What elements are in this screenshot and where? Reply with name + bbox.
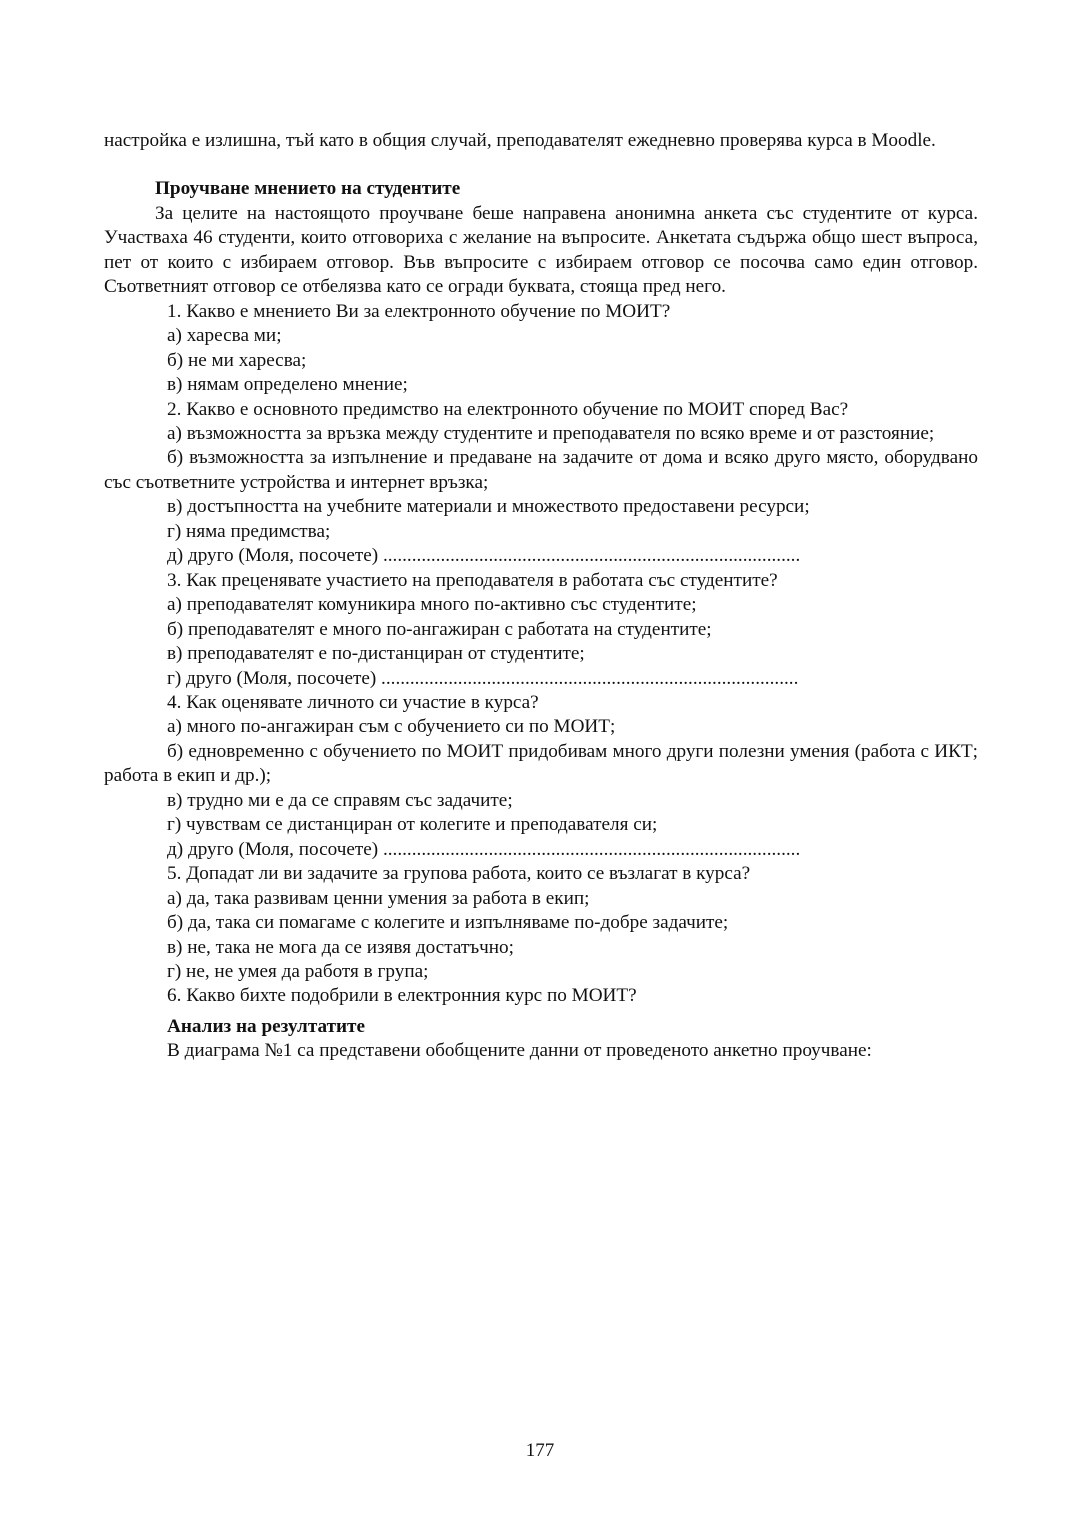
question: 1. Какво е мнението Ви за електронното обучение по МОИТ?: [167, 300, 671, 322]
answer-option: а) харесва ми;: [167, 325, 282, 347]
question: 2. Какво е основното предимство на електронното обучение по МОИТ според Вас?: [167, 398, 849, 420]
answer-option: в) нямам определено мнение;: [167, 374, 408, 396]
answer-option: д) друго (Моля, посочете) .......................................................................................: [167, 838, 801, 860]
answer-option: б) да, така си помагаме с колегите и изпълняваме по-добре задачите;: [167, 912, 729, 934]
questionnaire: [104, 300, 978, 1009]
section-heading: Проучване мнението на студентите: [155, 178, 461, 200]
answer-option: б) преподавателят е много по-ангажиран с работата на студентите;: [167, 618, 712, 640]
answer-option: б) не ми харесва;: [167, 349, 307, 371]
question: 6. Какво бихте подобрили в електронния курс по МОИТ?: [167, 985, 637, 1007]
answer-option: г) друго (Моля, посочете) .......................................................................................: [167, 667, 799, 689]
answer-option: а) много по-ангажиран съм с обучението си по МОИТ;: [167, 716, 616, 738]
answer-option: д) друго (Моля, посочете) .......................................................................................: [167, 545, 801, 567]
page-body: [104, 129, 978, 1064]
question: 5. Допадат ли ви задачите за групова работа, които се възлагат в курса?: [167, 863, 751, 885]
answer-option: б) едновременно с обучението по МОИТ придобивам много други полезни умения (работа с ИКТ; работа в екип и др.);: [104, 740, 978, 787]
survey-description: За целите на настоящото проучване беше направена анонимна анкета със студентите от курса. Участваха 46 студенти, които отговориха с желание на въпросите. Анкетата съдържа общо шест въпроса, пет от които с избираем отговор. Във въпросите с избираем отговор се посочва само един отговор. Съответният отговор се отбелязва като се огради буквата, стояща пред него.: [104, 202, 978, 298]
answer-option: в) достъпността на учебните материали и множеството предоставени ресурси;: [167, 496, 810, 518]
answer-option: г) не, не умея да работя в група;: [167, 960, 429, 982]
answer-option: г) чувствам се дистанциран от колегите и преподавателя си;: [167, 814, 658, 836]
analysis-paragraph: В диаграма №1 са представени обобщените данни от проведеното анкетно проучване:: [167, 1040, 872, 1062]
answer-option: а) възможността за връзка между студентите и преподавателя по всяко време и от разстояние;: [167, 422, 935, 444]
page-number: 177: [525, 1440, 555, 1461]
question: 4. Как оценявате личното си участие в курса?: [167, 691, 539, 713]
answer-option: б) възможността за изпълнение и предаване на задачите от дома и всяко друго място, оборудвано със съответните устройства и интернет връзка;: [104, 447, 978, 493]
answer-option: г) няма предимства;: [167, 520, 331, 542]
answer-option: а) да, така развивам ценни умения за работа в екип;: [167, 887, 590, 909]
answer-option: в) не, така не мога да се изявя достатъчно;: [167, 936, 514, 958]
answer-option: в) трудно ми е да се справям със задачите;: [167, 789, 513, 811]
question: 3. Как преценявате участието на преподавателя в работата със студентите?: [167, 569, 778, 591]
intro-paragraph: настройка е излишна, тъй като в общия случай, преподавателят ежедневно проверява курса в Moodle.: [104, 130, 936, 151]
answer-option: а) преподавателят комуникира много по-активно със студентите;: [167, 594, 697, 616]
answer-option: в) преподавателят е по-дистанциран от студентите;: [167, 643, 585, 665]
section-heading: Анализ на резултатите: [167, 1015, 366, 1037]
